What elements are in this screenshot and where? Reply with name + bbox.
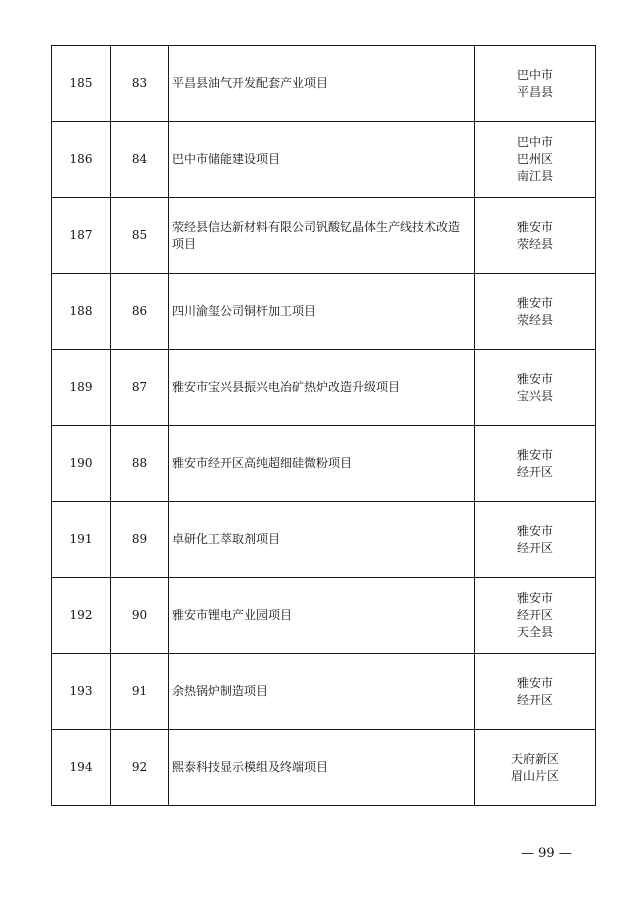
page-number: — 99 — — [521, 846, 572, 861]
location-line: 巴中市 — [516, 135, 553, 149]
row-sequence-cell: 191 — [52, 502, 111, 578]
location-line: 雅安市 — [516, 219, 553, 234]
location-cell — [475, 578, 596, 654]
location-cell — [475, 502, 596, 578]
location-line: 天府新区 — [510, 751, 559, 766]
project-table — [51, 45, 596, 806]
location-cell — [475, 350, 596, 426]
location-cell — [475, 46, 596, 122]
location-line: 巴州区 — [516, 152, 553, 166]
location-line: 眉山片区 — [510, 768, 559, 783]
row-sequence-cell: 192 — [52, 578, 111, 654]
location-line: 雅安市 — [516, 371, 553, 386]
project-name-cell: 熙泰科技显示模组及终端项目 — [169, 730, 475, 806]
location-line: 经开区 — [516, 464, 553, 479]
table-row — [52, 730, 596, 806]
location-line: 南江县 — [516, 169, 553, 183]
location-line: 宝兴县 — [516, 388, 553, 403]
project-name-cell: 雅安市锂电产业园项目 — [169, 578, 475, 654]
table-row — [52, 46, 596, 122]
location-line: 雅安市 — [516, 447, 553, 462]
table-row — [52, 274, 596, 350]
row-number-cell: 86 — [111, 274, 169, 350]
location-line: 经开区 — [516, 540, 553, 555]
location-line: 巴中市 — [516, 67, 553, 82]
row-number-cell: 92 — [111, 730, 169, 806]
row-sequence-cell: 189 — [52, 350, 111, 426]
table-row — [52, 350, 596, 426]
project-name-cell: 卓研化工萃取剂项目 — [169, 502, 475, 578]
location-cell — [475, 274, 596, 350]
row-sequence-cell: 188 — [52, 274, 111, 350]
location-cell — [475, 198, 596, 274]
table-row — [52, 578, 596, 654]
location-line: 经开区 — [516, 692, 553, 707]
row-sequence-cell: 187 — [52, 198, 111, 274]
location-cell — [475, 730, 596, 806]
project-name-cell: 荥经县信达新材料有限公司钒酸钇晶体生产线技术改造项目 — [169, 198, 475, 274]
location-line: 雅安市 — [516, 295, 553, 310]
project-name-cell: 雅安市经开区高纯超细硅微粉项目 — [169, 426, 475, 502]
project-name-cell: 四川渝玺公司铜杆加工项目 — [169, 274, 475, 350]
location-line: 雅安市 — [516, 675, 553, 690]
row-sequence-cell: 190 — [52, 426, 111, 502]
table-row — [52, 502, 596, 578]
project-name-cell: 平昌县油气开发配套产业项目 — [169, 46, 475, 122]
location-line: 天全县 — [516, 625, 553, 639]
project-table-body — [52, 46, 596, 806]
row-number-cell: 88 — [111, 426, 169, 502]
row-number-cell: 85 — [111, 198, 169, 274]
location-line: 平昌县 — [516, 84, 553, 99]
project-name-cell: 雅安市宝兴县振兴电冶矿热炉改造升级项目 — [169, 350, 475, 426]
location-cell — [475, 122, 596, 198]
project-name-cell: 余热锅炉制造项目 — [169, 654, 475, 730]
row-number-cell: 91 — [111, 654, 169, 730]
location-cell — [475, 654, 596, 730]
location-line: 荥经县 — [516, 312, 553, 327]
location-cell — [475, 426, 596, 502]
row-number-cell: 90 — [111, 578, 169, 654]
table-row — [52, 426, 596, 502]
table-row — [52, 122, 596, 198]
row-sequence-cell: 193 — [52, 654, 111, 730]
row-number-cell: 89 — [111, 502, 169, 578]
row-number-cell: 83 — [111, 46, 169, 122]
location-line: 雅安市 — [516, 591, 553, 605]
row-number-cell: 87 — [111, 350, 169, 426]
location-line: 雅安市 — [516, 523, 553, 538]
project-name-cell: 巴中市储能建设项目 — [169, 122, 475, 198]
row-sequence-cell: 194 — [52, 730, 111, 806]
row-sequence-cell: 186 — [52, 122, 111, 198]
row-number-cell: 84 — [111, 122, 169, 198]
location-line: 荥经县 — [516, 236, 553, 251]
project-table-container — [51, 45, 587, 806]
location-line: 经开区 — [516, 608, 553, 622]
row-sequence-cell: 185 — [52, 46, 111, 122]
table-row — [52, 198, 596, 274]
table-row — [52, 654, 596, 730]
